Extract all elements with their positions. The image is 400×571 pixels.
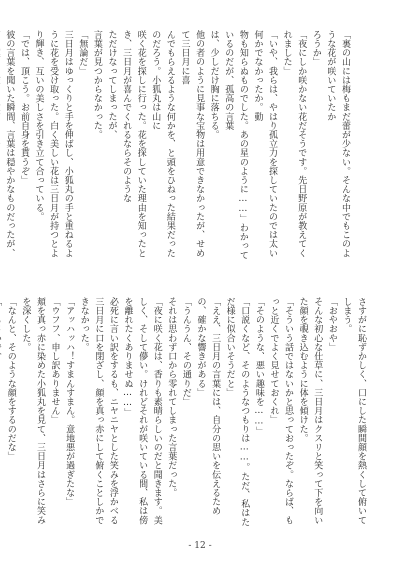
- paragraph: 「そのような、悪い趣味を……」: [253, 297, 264, 436]
- paragraph: ろうか」: [310, 30, 321, 67]
- paragraph: 物も知らぬものでした。あの星のように……」わかっているのだが、孤高の言葉: [223, 30, 248, 260]
- paragraph: 「そういう話ではないかと思っておったぞ。ならば、もっと近くでよく見せておくれ」: [268, 297, 294, 525]
- paragraph: 三日月はゆっくりと手を伸ばし、小狐丸の手と重ねるように花を受け取った。白く美しい花は三日月が持つとより輝き、互いの美しさを引き立て合っている。: [33, 30, 73, 258]
- paragraph: 「夜にしか咲かない花だそうです。先日野原が教えてくれました」: [281, 30, 307, 258]
- paragraph: 「うんうん、その通りだ」: [180, 297, 191, 407]
- paragraph: 「口説くなど、そのようなつもりは……。ただ、私はただ様に似合いそうだと」: [224, 297, 250, 527]
- paragraph: 「アッハッハ！すまんすまん。意地悪が過ぎたな」: [64, 297, 75, 507]
- paragraph: 「では、頂こう。お前自身を貰うぞ」: [18, 30, 29, 185]
- paragraph: 「ええ、三日月の言葉には、自分の思いを伝えるための、確かな響きがある」: [195, 297, 221, 516]
- paragraph: 「夜に咲く花は、香りも素晴らしいのだと聞きます。美しく、そして儚い。けれどそれが咲いている間、私は傍を離れたくありませぬ……」: [122, 297, 162, 525]
- paragraph: 必死に言い訳をするも、ニヤニヤとした笑みを浮かべる三日月に口を閉ざし、顔を真っ赤にして俯くことしかできなかった。: [78, 297, 118, 525]
- paragraph: 咲く花を探しに行った。花を探していた理由を知ったとき、三日月が喜んでくれるならそのような: [121, 30, 146, 258]
- paragraph: 「無論だ」: [77, 30, 88, 76]
- paragraph: 「いや、我らは、やはり孤立力を探していたのでは太い何かでなかったか。動: [252, 30, 278, 258]
- paragraph: それは思わず口から零れてしまった言葉だった。: [166, 297, 177, 498]
- paragraph: 「裏の山には梅もまだ蕾が少ない。そんな中でもこのような花が咲いていたか: [325, 30, 350, 258]
- paragraph: さすがに恥ずかしく、口にした瞬間顔を熱くして俯いてしまう。: [341, 297, 366, 525]
- paragraph: は、少しだけ胸に落ちる。: [208, 30, 219, 140]
- paragraph: んでもらえるような何かを、と頭をひねった結果だったのだろう。小狐丸は山に: [150, 30, 175, 258]
- paragraph: ただけなってしまったが、: [106, 30, 117, 140]
- paragraph: 頬を真っ赤に染めた小狐丸を見て、三日月はさらに笑みを深くした。: [20, 297, 45, 525]
- paragraph: 「ウフフ、申し訳ありません」: [49, 297, 60, 425]
- page-number: - 12 -: [188, 541, 212, 551]
- bottom-text-block: [5, 297, 368, 529]
- paragraph: 「なんと、そのような顔をするのだな」: [5, 297, 16, 461]
- top-text-block: [4, 30, 352, 260]
- paragraph: 他の者のように見事な宝物は用意できなかったが、せめて三日月に喜: [179, 30, 205, 258]
- paragraph: 彼の言葉を聞いた瞬間、言葉は穏やかなものだったが、: [4, 30, 15, 258]
- paragraph: 言葉が見つからなかった。: [91, 30, 102, 140]
- paragraph: そんな初心な仕草に、三日月はクスリと笑って下を向いた顔を覗き込むように体を傾けた。: [297, 297, 323, 525]
- paragraph: 「おやおや」: [326, 297, 337, 352]
